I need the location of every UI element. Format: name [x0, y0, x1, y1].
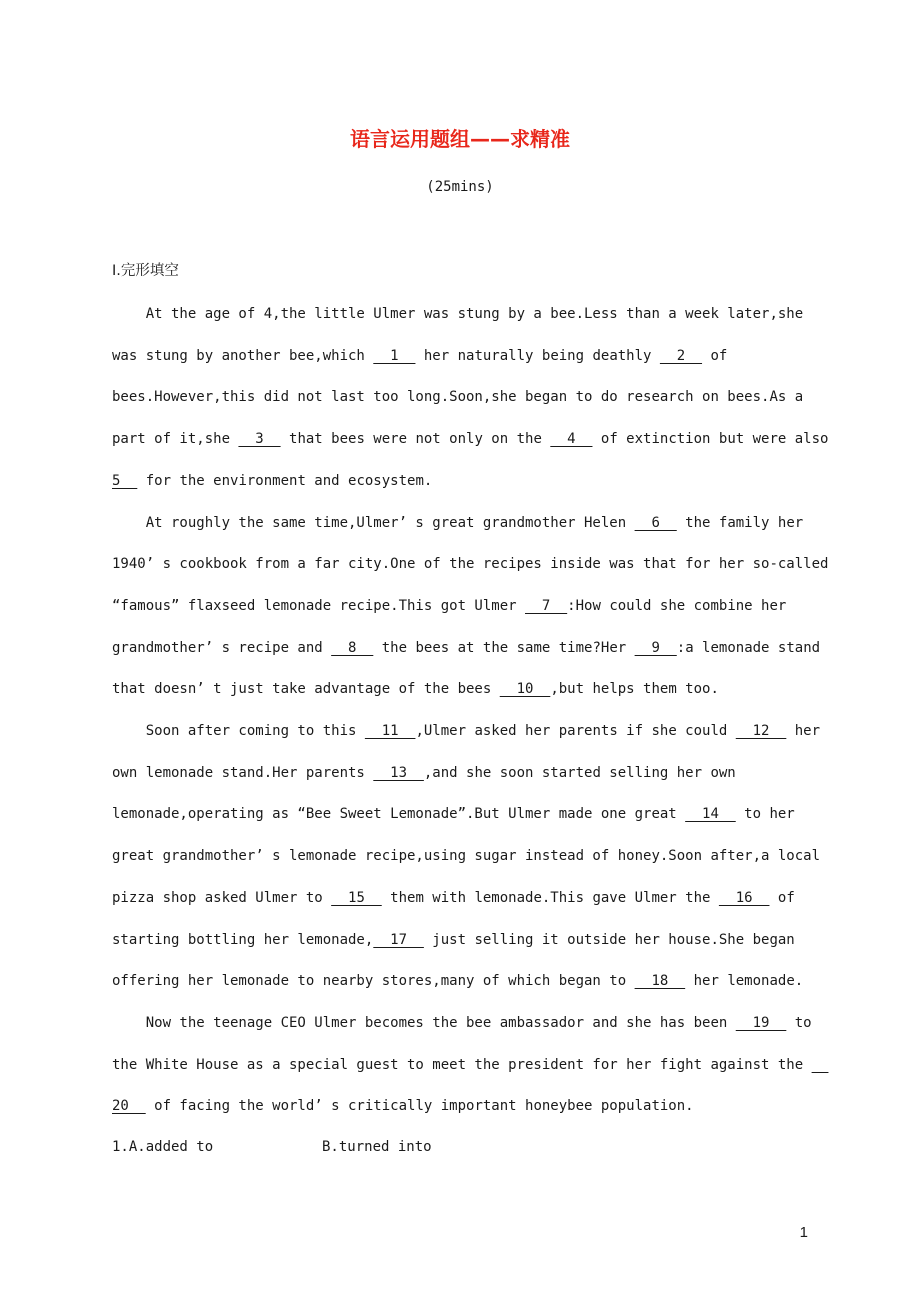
question-1-option-b: B.turned into — [322, 1139, 432, 1155]
passage-text: of — [702, 347, 728, 364]
passage-text: :a lemonade stand — [676, 639, 821, 656]
cloze-blank: 16 — [718, 889, 770, 906]
passage-line — [112, 887, 802, 909]
document-title: 语言运用题组——求精准 — [350, 127, 570, 151]
passage-line — [112, 386, 802, 408]
passage-line — [112, 595, 802, 617]
passage-text: starting bottling her lemonade, — [112, 931, 374, 948]
cloze-blank: 2 — [659, 347, 703, 364]
passage-line — [112, 1012, 812, 1034]
passage-text: 1940’ s cookbook from a far city.One of the recipes inside was that for her so-called — [112, 556, 829, 573]
passage-line — [112, 762, 802, 784]
passage-line — [112, 470, 802, 492]
passage-text: for the environment and ecosystem. — [137, 472, 433, 489]
cloze-blank: 6 — [634, 514, 677, 531]
cloze-blank — [812, 1057, 829, 1073]
passage-text: lemonade,operating as “Bee Sweet Lemonade”.But Ulmer made one great — [112, 806, 686, 823]
passage-text: the family her — [676, 514, 804, 531]
cloze-blank: 15 — [331, 889, 382, 906]
passage-line — [112, 637, 821, 659]
passage-text: At roughly the same time,Ulmer’ s great grandmother Helen — [112, 514, 635, 531]
passage-line — [112, 720, 821, 742]
passage-text: that doesn’ t just take advantage of the bees — [112, 681, 500, 698]
passage-text: Now the teenage CEO Ulmer becomes the bee ambassador and she has been — [112, 1014, 736, 1031]
cloze-blank: 12 — [735, 723, 787, 739]
passage-text: was stung by another bee,which — [112, 347, 374, 364]
cloze-blank: 9 — [634, 639, 677, 656]
passage-text: “famous” flaxseed lemonade recipe.This got Ulmer — [112, 597, 526, 614]
passage-line — [112, 678, 802, 700]
passage-text: ,and she soon started selling her own — [423, 764, 736, 781]
passage-line — [112, 428, 829, 450]
passage-line — [112, 553, 829, 575]
section-heading: Ⅰ.完形填空 — [112, 263, 179, 279]
page-number: 1 — [799, 1224, 808, 1241]
passage-text: the bees at the same time?Her — [373, 639, 635, 656]
cloze-blank: 3 — [238, 431, 281, 448]
passage-text: of — [769, 889, 795, 906]
passage-text: :How could she combine her — [567, 597, 787, 614]
cloze-blank: 18 — [634, 973, 686, 990]
passage-text: that bees were not only on the — [280, 431, 551, 448]
passage-text: her — [786, 723, 821, 739]
cloze-blank: 20 — [112, 1098, 146, 1115]
passage-text: grandmother’ s recipe and — [112, 639, 332, 656]
cloze-blank: 14 — [685, 806, 736, 823]
question-1-option-a: 1.A.added to — [112, 1139, 214, 1155]
passage-text: bees.However,this did not last too long.Soon,she began to do research on bees.As a — [112, 389, 804, 406]
passage-line — [112, 345, 802, 367]
passage-line — [112, 1054, 812, 1076]
cloze-blank: 1 — [373, 347, 416, 364]
passage-text: them with lemonade.This gave Ulmer the — [381, 889, 719, 906]
passage-text: to her — [735, 806, 795, 823]
passage-text: offering her lemonade to nearby stores,many of which began to — [112, 973, 635, 990]
passage-text: to — [786, 1014, 812, 1031]
passage-text: just selling it outside her house.She began — [423, 931, 795, 948]
passage-text: great grandmother’ s lemonade recipe,using sugar instead of honey.Soon after,a local — [112, 848, 821, 865]
passage-text: her naturally being deathly — [415, 347, 660, 364]
passage-line — [112, 512, 802, 534]
passage-text: pizza shop asked Ulmer to — [112, 889, 332, 906]
cloze-blank: 10 — [499, 681, 551, 698]
cloze-blank: 13 — [373, 764, 424, 781]
cloze-blank: 11 — [364, 723, 416, 739]
cloze-blank: 7 — [525, 597, 568, 614]
passage-line — [112, 803, 802, 825]
passage-text: ,Ulmer asked her parents if she could — [415, 723, 736, 739]
passage-text: of extinction but were also — [592, 431, 829, 448]
passage-text: the White House as a special guest to meet the president for her fight against the — [112, 1056, 812, 1073]
cloze-blank: 5 — [112, 472, 138, 489]
cloze-blank: 8 — [331, 639, 374, 656]
passage-line — [112, 929, 802, 951]
cloze-blank: 4 — [550, 431, 593, 448]
passage-text: Soon after coming to this — [112, 723, 365, 739]
passage-line — [112, 1095, 802, 1117]
passage-line — [112, 970, 802, 992]
passage-line — [112, 303, 802, 325]
passage-text: part of it,she — [112, 431, 239, 448]
passage-text: her lemonade. — [685, 973, 804, 990]
passage-text: At the age of 4,the little Ulmer was stung by a bee.Less than a week later,she — [112, 306, 804, 322]
passage-line — [112, 845, 821, 867]
passage-text: of facing the world’ s critically important honeybee population. — [145, 1098, 694, 1115]
cloze-blank: 19 — [735, 1014, 787, 1031]
cloze-blank: 17 — [373, 931, 424, 948]
time-limit: (25mins) — [426, 179, 494, 195]
passage-text: own lemonade stand.Her parents — [112, 764, 374, 781]
passage-text: ,but helps them too. — [550, 681, 719, 698]
